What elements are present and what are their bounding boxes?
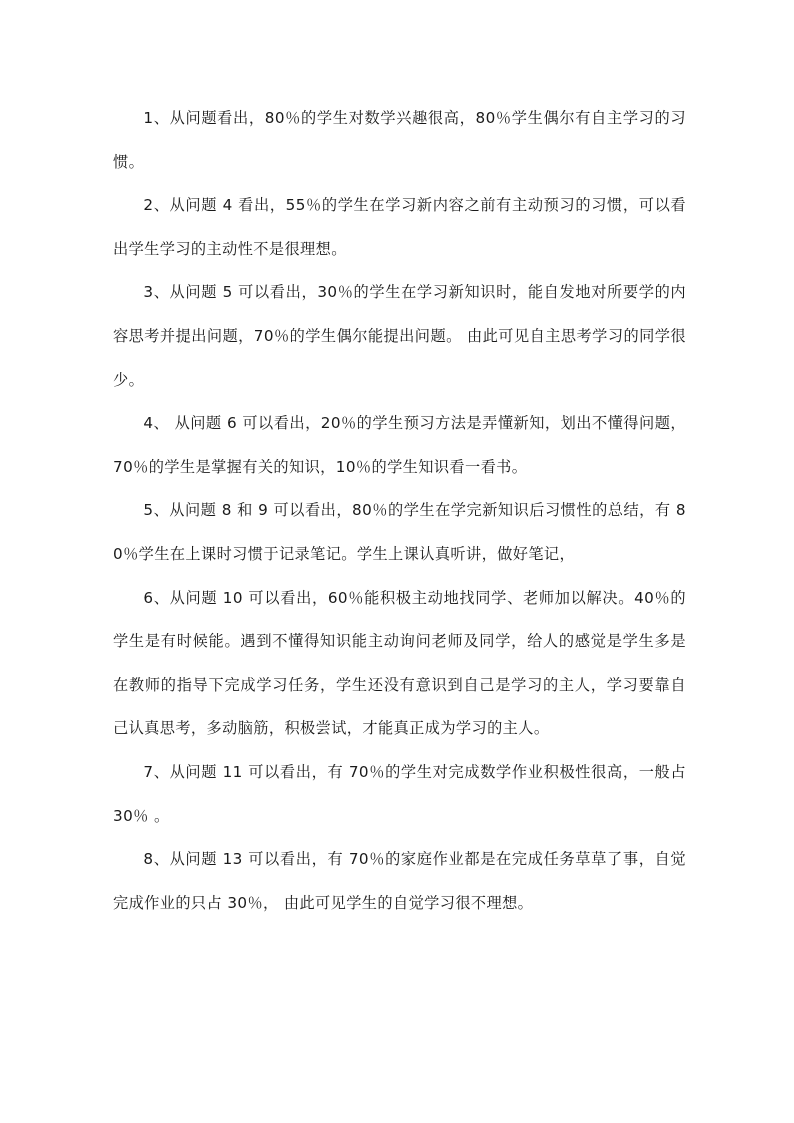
paragraph-7: 7、从问题 11 可以看出，有 70％的学生对完成数学作业积极性很高，一般占 30％ 。 bbox=[113, 762, 686, 825]
paragraph-6: 6、从问题 10 可以看出，60％能积极主动地找同学、老师加以解决。40％的学生是有时候能。遇到不懂得知识能主动询问老师及同学，给人的感觉是学生多是在教师的指导下完成学习任务，学生还没有意识到自己是学习的主人，学习要靠自己认真思考，多动脑筋，积极尝试，才能真正成为学习的主人。 bbox=[113, 588, 686, 738]
paragraph-2: 2、从问题 4 看出，55％的学生在学习新内容之前有主动预习的习惯，可以看出学生学习的主动性不是很理想。 bbox=[113, 196, 686, 258]
paragraph-4: 4、 从问题 6 可以看出，20％的学生预习方法是弄懂新知，划出不懂得问题，70％的学生是掌握有关的知识，10％的学生知识看一看书。 bbox=[113, 414, 686, 476]
document-body bbox=[113, 97, 686, 925]
paragraph-8: 8、从问题 13 可以看出，有 70％的家庭作业都是在完成任务草草了事，自觉完成作业的只占 30％， 由此可见学生的自觉学习很不理想。 bbox=[113, 850, 686, 912]
paragraph-3: 3、从问题 5 可以看出，30％的学生在学习新知识时，能自发地对所要学的内容思考并提出问题，70％的学生偶尔能提出问题。 由此可见自主思考学习的同学很少。 bbox=[113, 283, 686, 389]
paragraph-1: 1、从问题看出，80％的学生对数学兴趣很高，80％学生偶尔有自主学习的习惯。 bbox=[113, 109, 686, 171]
paragraph-5: 5、从问题 8 和 9 可以看出，80％的学生在学完新知识后习惯性的总结，有 80％学生在上课时习惯于记录笔记。学生上课认真听讲，做好笔记， bbox=[113, 501, 686, 563]
